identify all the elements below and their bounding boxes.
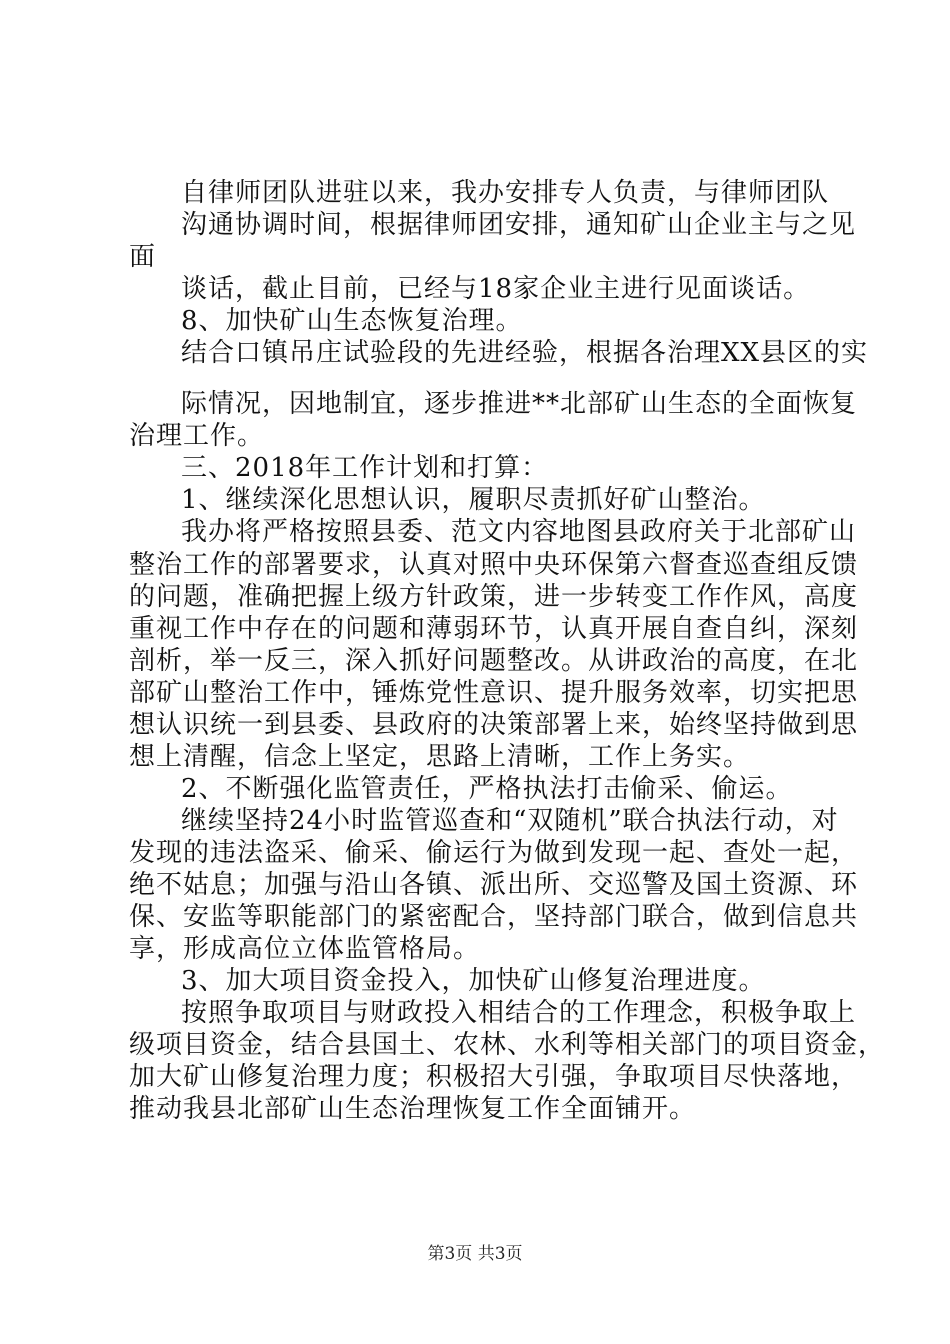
text-line-20: 继续坚持24小时监管巡查和“双随机”联合执法行动，对 — [181, 806, 839, 836]
text-line-15: 剖析，举一反三，深入抓好问题整改。从讲政治的高度，在北 — [129, 646, 859, 676]
text-line-28: 加大矿山修复治理力度；积极招大引强，争取项目尽快落地， — [129, 1062, 859, 1092]
text-line-3: 面 — [129, 242, 157, 272]
text-line-21: 发现的违法盗采、偷采、偷运行为做到发现一起、查处一起， — [129, 838, 859, 868]
text-line-13: 的问题，准确把握上级方针政策，进一步转变工作作风，高度 — [129, 582, 859, 612]
page-number-footer: 第3页 共3页 — [427, 1244, 523, 1264]
text-line-6: 结合口镇吊庄试验段的先进经验，根据各治理XX县区的实 — [181, 338, 869, 368]
text-line-23: 保、安监等职能部门的紧密配合，坚持部门联合，做到信息共 — [129, 902, 859, 932]
text-line-9: 三、2018年工作计划和打算： — [181, 453, 549, 483]
text-line-29: 推动我县北部矿山生态治理恢复工作全面铺开。 — [129, 1094, 697, 1124]
text-line-5: 8、加快矿山生态恢复治理。 — [181, 306, 523, 336]
text-line-8: 治理工作。 — [129, 421, 265, 451]
text-line-16: 部矿山整治工作中，锤炼党性意识、提升服务效率，切实把思 — [129, 678, 859, 708]
text-line-22: 绝不姑息；加强与沿山各镇、派出所、交巡警及国土资源、环 — [129, 870, 859, 900]
text-line-10: 1、继续深化思想认识，履职尽责抓好矿山整治。 — [181, 485, 766, 515]
text-line-2: 沟通协调时间，根据律师团安排，通知矿山企业主与之见 — [181, 210, 857, 240]
text-line-19: 2、不断强化监管责任，严格执法打击偷采、偷运。 — [181, 774, 793, 804]
text-line-14: 重视工作中存在的问题和薄弱环节，认真开展自查自纠，深刻 — [129, 614, 859, 644]
text-line-1: 自律师团队进驻以来，我办安排专人负责，与律师团队 — [181, 178, 830, 208]
text-line-24: 享，形成高位立体监管格局。 — [129, 934, 481, 964]
text-line-11: 我办将严格按照县委、范文内容地图县政府关于北部矿山 — [181, 517, 857, 547]
text-line-4: 谈话，截止目前，已经与18家企业主进行见面谈话。 — [181, 274, 811, 304]
text-line-26: 按照争取项目与财政投入相结合的工作理念，积极争取上 — [181, 998, 857, 1028]
text-line-18: 想上清醒，信念上坚定，思路上清晰，工作上务实。 — [129, 742, 751, 772]
text-line-25: 3、加大项目资金投入，加快矿山修复治理进度。 — [181, 966, 766, 996]
text-line-7: 际情况，因地制宜，逐步推进**北部矿山生态的全面恢复 — [181, 389, 858, 419]
text-line-17: 想认识统一到县委、县政府的决策部署上来，始终坚持做到思 — [129, 710, 859, 740]
text-line-12: 整治工作的部署要求，认真对照中央环保第六督查巡查组反馈 — [129, 550, 859, 580]
text-line-27: 级项目资金，结合县国土、农林、水利等相关部门的项目资金， — [129, 1030, 886, 1060]
